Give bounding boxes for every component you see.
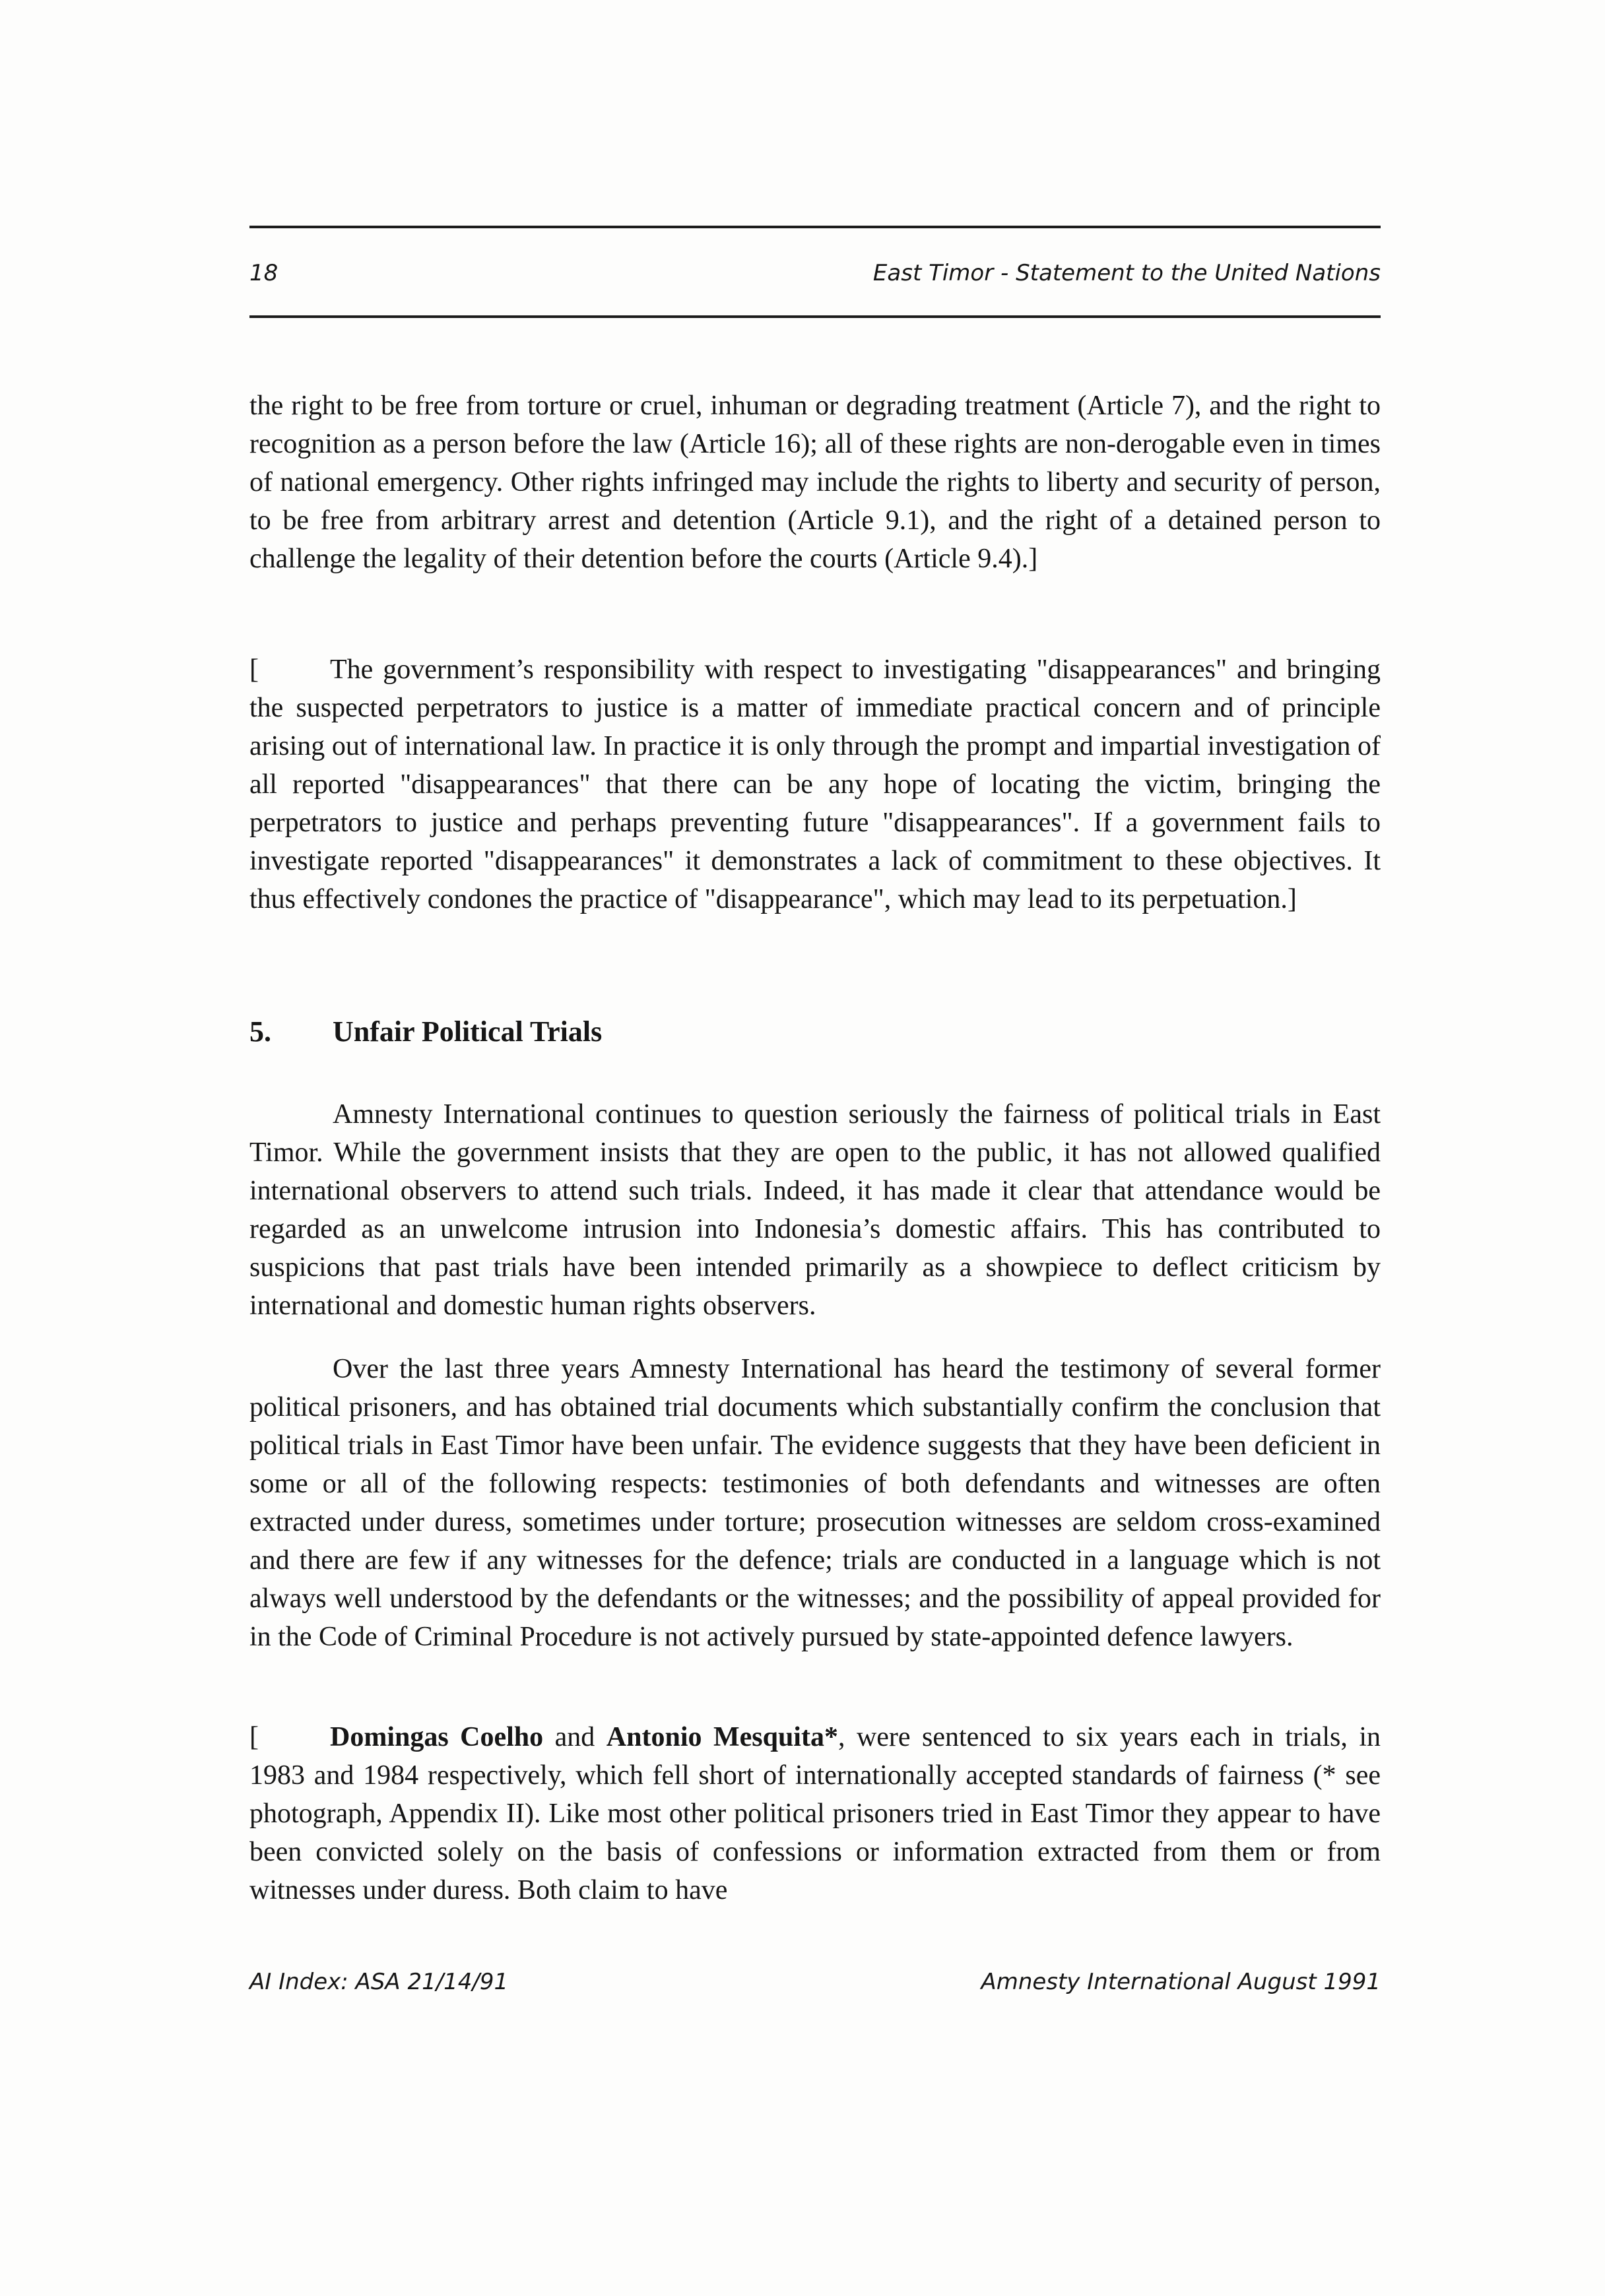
header-top-rule (249, 226, 1381, 228)
footer-publisher-date: Amnesty International August 1991 (981, 1969, 1381, 1995)
page-number: 18 (249, 260, 278, 286)
section-number: 5. (249, 1015, 271, 1048)
paragraph-5-and: and (543, 1722, 606, 1752)
person-name-antonio-mesquita: Antonio Mesquita* (606, 1722, 838, 1752)
paragraph-5-text: , were sentenced to six years each in trials, in 1983 and 1984 respectively, which fell short of internationally accepted standards of fairness (* see photograph, Appendix II). Like most other political prisoners tried in East Timor they appear to have been convicted solely on the basis of confessions or information extracted from them or from witnesses under duress. Both claim to have (249, 1722, 1381, 1905)
paragraph-2 (249, 651, 1381, 918)
paragraph-2-bracket: [ (249, 654, 259, 685)
paragraph-5-bracket: [ (249, 1722, 259, 1752)
running-header-title: East Timor - Statement to the United Nations (872, 260, 1381, 286)
paragraph-4-text: Over the last three years Amnesty International has heard the testimony of several former political prisoners, and has obtained trial documents which substantially confirm the conclusion that political trials in East Timor have been unfair. The evidence suggests that they have been deficient in some or all of the following respects: testimonies of both defendants and witnesses are often extracted under duress, sometimes under torture; prosecution witnesses are seldom cross-examined and there are few if any witnesses for the defence; trials are conducted in a language which is not always well understood by the defendants or the witnesses; and the possibility of appeal provided for in the Code of Criminal Procedure is not actively pursued by state-appointed defence lawyers. (249, 1354, 1381, 1652)
paragraph-3-text: Amnesty International continues to question seriously the fairness of political trials in East Timor. While the government insists that they are open to the public, it has not allowed qualified international observers to attend such trials. Indeed, it has made it clear that attendance would be regarded as an unwelcome intrusion into Indonesia’s domestic affairs. This has contributed to suspicions that past trials have been intended primarily as a showpiece to deflect criticism by international and domestic human rights observers. (249, 1099, 1381, 1321)
section-heading (249, 1012, 602, 1052)
paragraph-4 (249, 1350, 1381, 1656)
section-title: Unfair Political Trials (333, 1015, 603, 1048)
paragraph-2-text: The government’s responsibility with respect to investigating "disappearances" and bringing the suspected perpetrators to justice is a matter of immediate practical concern and of principle arising out of international law. In practice it is only through the prompt and impartial investigation of all reported "disappearances" that there can be any hope of locating the victim, bringing the perpetrators to justice and perhaps preventing future "disappearances". If a government fails to investigate reported "disappearances" it demonstrates a lack of commitment to these objectives. It thus effectively condones the practice of "disappearance", which may lead to its perpetuation.] (249, 654, 1381, 914)
paragraph-1: the right to be free from torture or cruel, inhuman or degrading treatment (Article 7), and the right to recognition as a person before the law (Article 16); all of these rights are non-derogable even in times of national emergency. Other rights infringed may include the rights to liberty and security of person, to be free from arbitrary arrest and detention (Article 9.1), and the right of a detained person to challenge the legality of their detention before the courts (Article 9.4).] (249, 391, 1381, 574)
person-name-domingas-coelho: Domingas Coelho (330, 1722, 544, 1752)
footer-ai-index: AI Index: ASA 21/14/91 (249, 1969, 509, 1995)
paragraph-3 (249, 1095, 1381, 1325)
header-bottom-rule (249, 315, 1381, 318)
paragraph-5 (249, 1718, 1381, 1909)
